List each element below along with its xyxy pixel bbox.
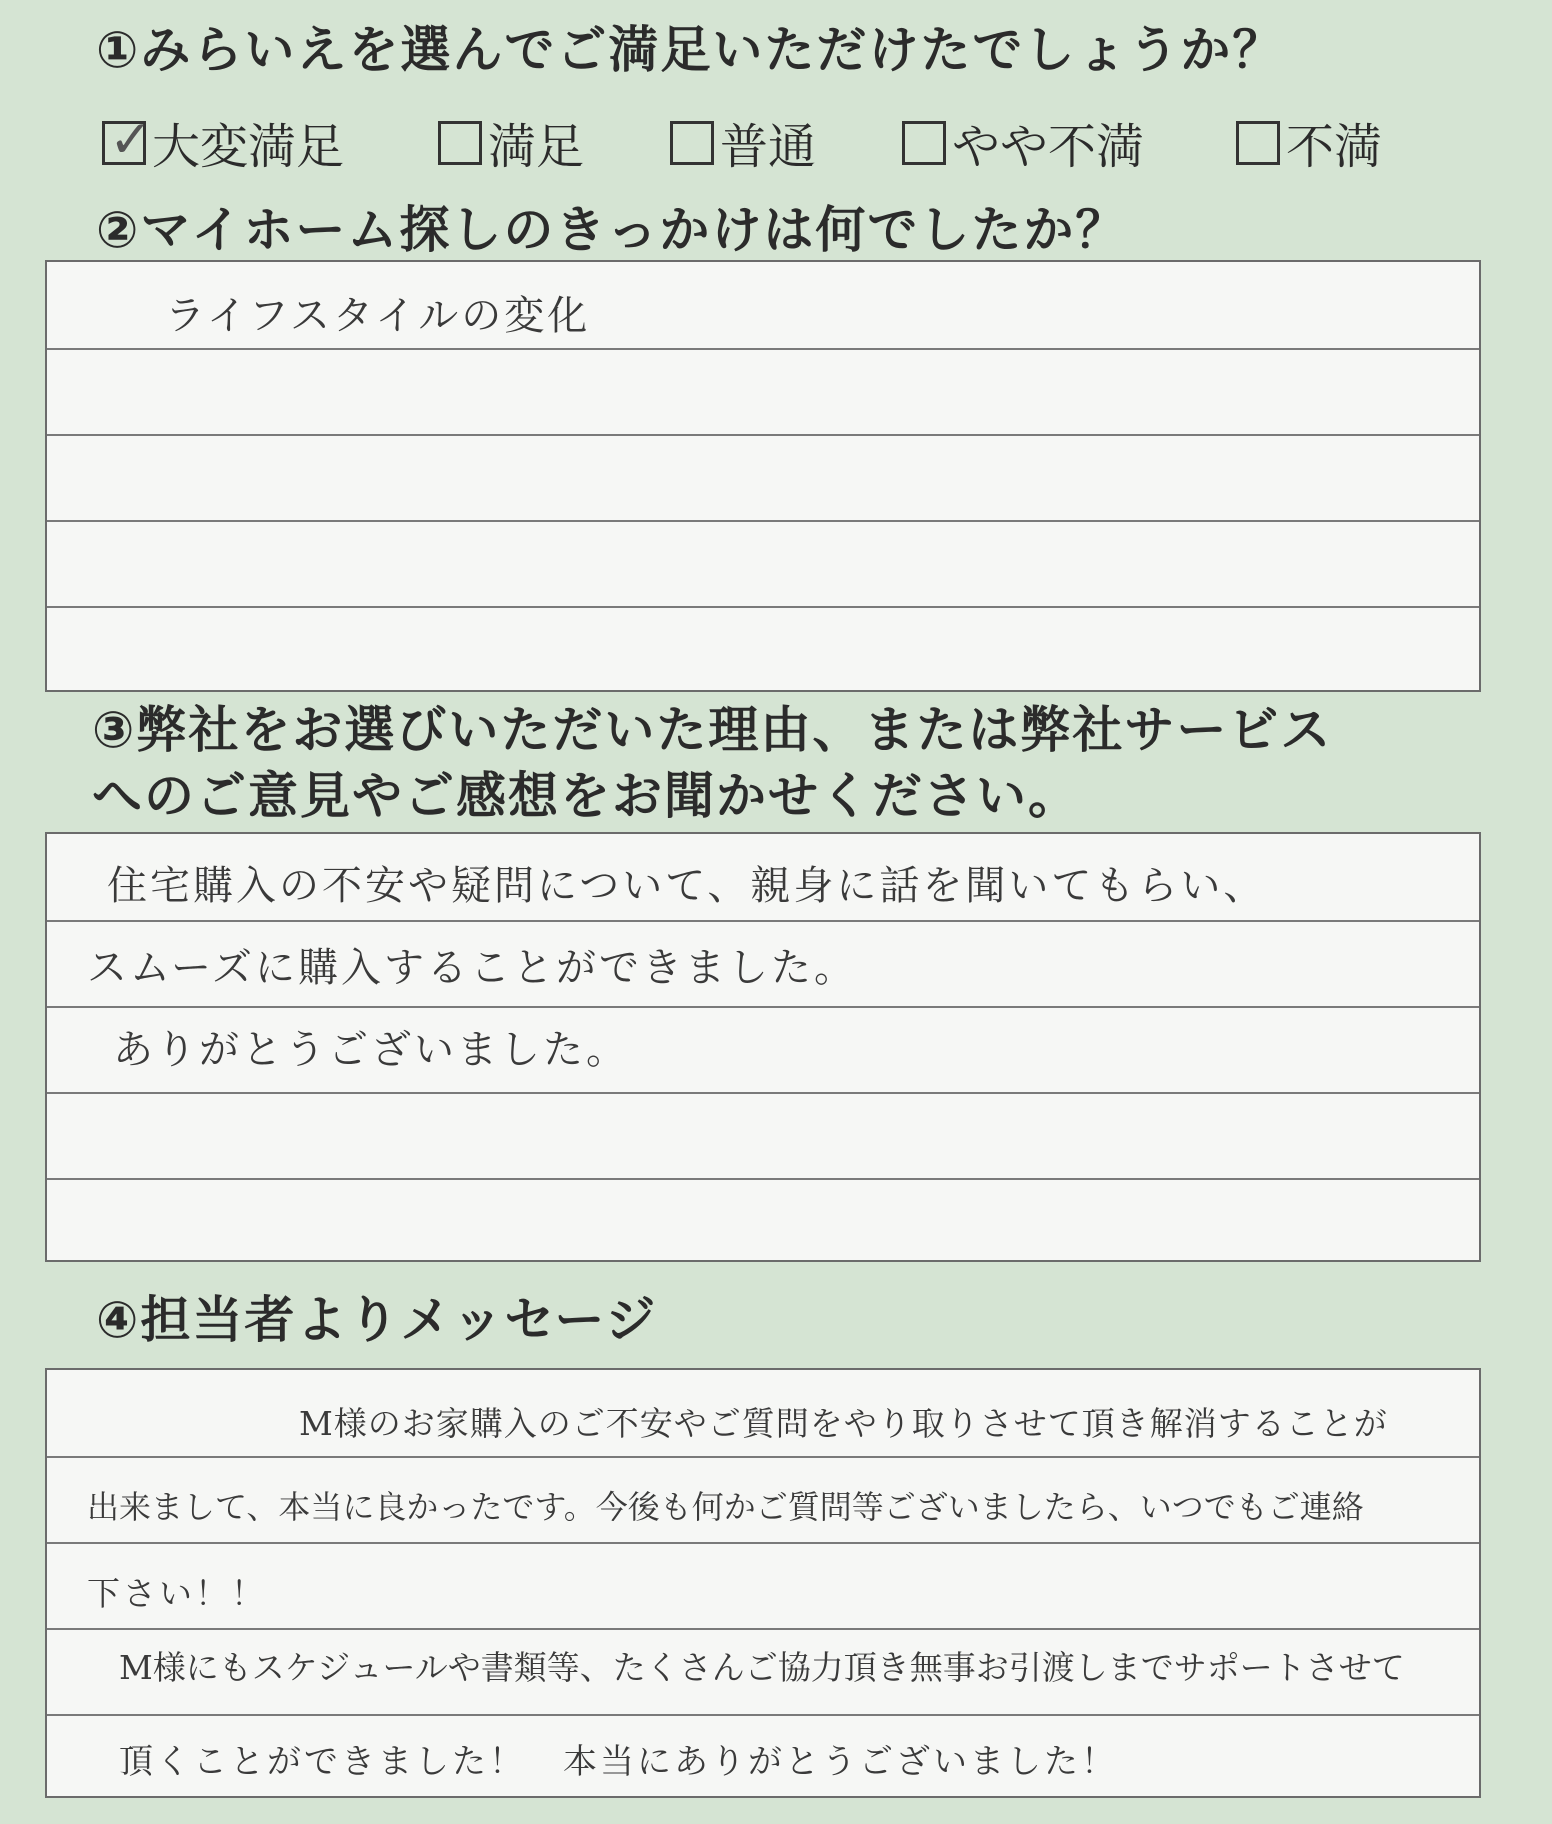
option-neutral[interactable] [670, 108, 816, 177]
option-somewhat-dissatisfied[interactable] [902, 108, 1144, 177]
answer-line [47, 1542, 1479, 1630]
option-very-satisfied[interactable] [102, 108, 344, 177]
answer-line [47, 920, 1479, 1008]
checkbox-very-satisfied[interactable] [102, 109, 153, 170]
handwritten-text: 住宅購入の不安や疑問について、親身に話を聞いてもらい、 [107, 863, 1267, 909]
option-label: 満足 [488, 119, 585, 175]
question-2-title: ②マイホーム探しのきっかけは何でしたか？ [96, 201, 1128, 259]
answer-line [47, 1178, 1479, 1266]
handwritten-text: 頂くことができました！ 本当にありがとうございました！ [119, 1742, 1118, 1782]
answer-box-q4[interactable] [45, 1368, 1481, 1798]
checkbox-neutral[interactable] [670, 121, 714, 165]
handwritten-text: 下さい！！ [87, 1574, 267, 1613]
handwritten-text: M様のお家購入のご不安やご質問をやり取りさせて頂き解消することが [299, 1404, 1388, 1443]
answer-box-q3[interactable] [45, 832, 1481, 1262]
answer-line [47, 1628, 1479, 1716]
checkbox-satisfied[interactable] [438, 121, 482, 165]
question-1-title: ①みらいえを選んでご満足いただけたでしょうか？ [96, 21, 1285, 79]
option-label: 不満 [1286, 119, 1383, 175]
answer-line [47, 1006, 1479, 1094]
handwritten-text: 出来まして、本当に良かったです。今後も何かご質問等ございましたら、いつでもご連絡 [87, 1488, 1364, 1526]
checkbox-dissatisfied[interactable] [1236, 121, 1280, 165]
handwritten-text: ライフスタイルの変化 [165, 293, 591, 339]
question-4-title: ④担当者よりメッセージ [96, 1291, 658, 1349]
answer-box-q2[interactable] [45, 260, 1481, 692]
answer-line [47, 1714, 1479, 1802]
answer-line [47, 434, 1479, 522]
answer-line [47, 1370, 1479, 1456]
option-label: 普通 [720, 119, 817, 175]
option-label: 大変満足 [152, 119, 345, 175]
handwritten-text: ありがとうございました。 [113, 1027, 629, 1073]
answer-line [47, 1092, 1479, 1180]
question-3-title-line-2: へのご意見やご感想をお聞かせください。 [92, 767, 1080, 825]
handwritten-text: M様にもスケジュールや書類等、たくさんご協力頂き無事お引渡しまでサポートさせて [119, 1648, 1405, 1687]
answer-line [47, 520, 1479, 608]
question-3-title-line-1: ③弊社をお選びいただいた理由、または弊社サービス [92, 701, 1333, 759]
satisfaction-options [102, 108, 1522, 175]
check-mark-icon: ✓ [109, 109, 153, 170]
answer-line [47, 348, 1479, 436]
checkbox-somewhat-dissatisfied[interactable] [902, 121, 946, 165]
option-satisfied[interactable] [438, 108, 584, 177]
option-dissatisfied[interactable] [1236, 108, 1382, 177]
answer-line [47, 606, 1479, 694]
answer-line [47, 262, 1479, 348]
answer-line [47, 834, 1479, 920]
answer-line [47, 1456, 1479, 1544]
handwritten-text: スムーズに購入することができました。 [87, 945, 857, 991]
option-label: やや不満 [952, 119, 1145, 175]
